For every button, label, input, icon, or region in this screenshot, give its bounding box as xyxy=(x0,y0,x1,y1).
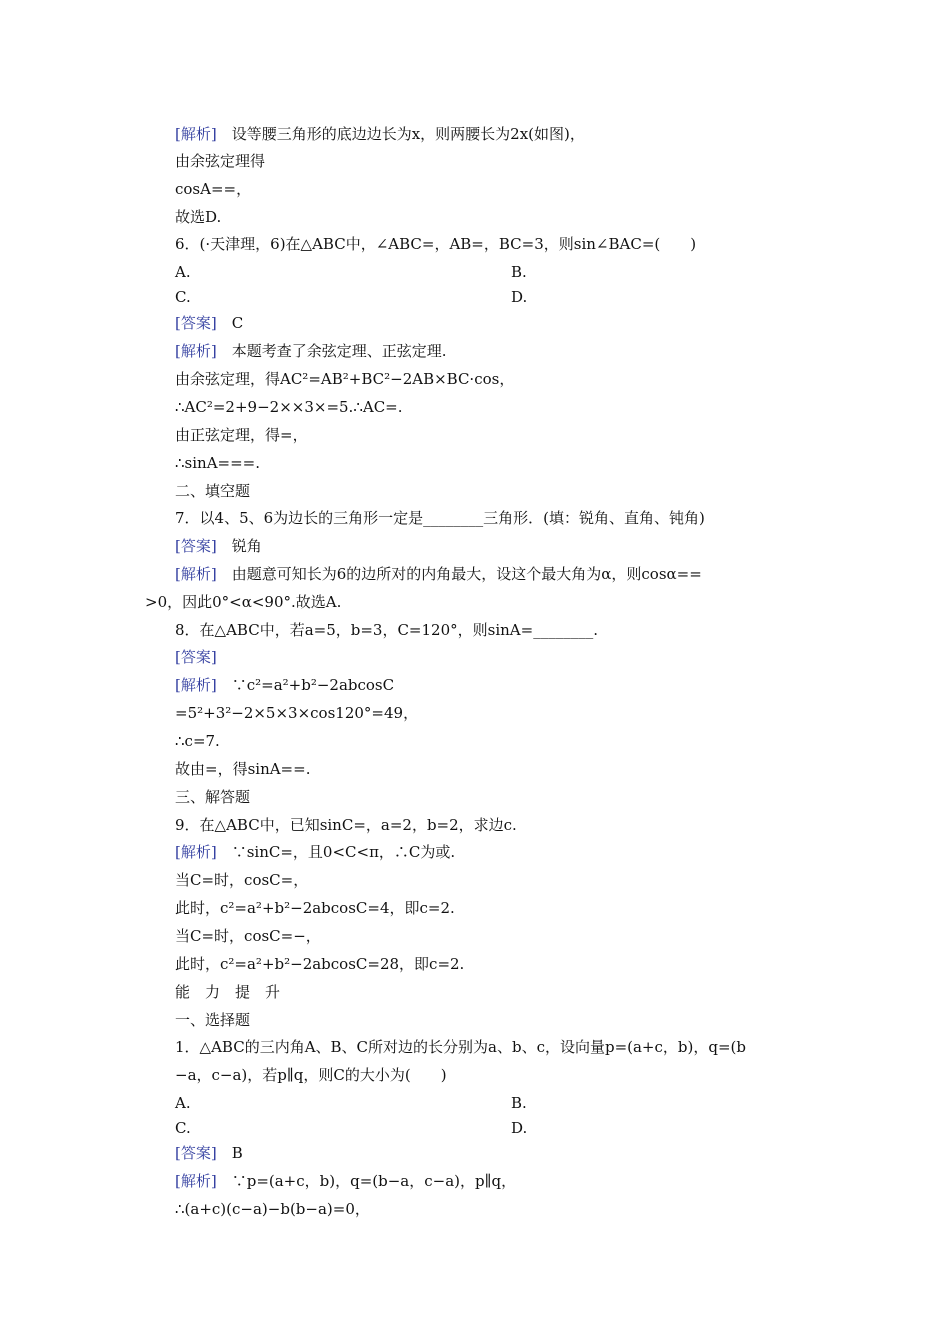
section-heading: 三、解答题 xyxy=(175,788,251,806)
analysis-line xyxy=(175,341,447,361)
text-line: 此时，c²=a²+b²−2abcosC=4，即c=2. xyxy=(175,899,455,917)
text-line: 当C=时，cosC=−， xyxy=(175,927,321,945)
text-line: ∴sinA===. xyxy=(175,454,261,472)
text-line: >0，因此0°<α<90°.故选A. xyxy=(145,593,342,611)
analysis-tag: [解析] xyxy=(175,125,217,143)
line-text: 本题考查了余弦定理、正弦定理. xyxy=(216,342,447,360)
question-6: 6．(·天津理，6)在△ABC中，∠ABC=，AB=，BC=3，则sin∠BAC=( ) xyxy=(175,235,697,253)
line-text: ∵c²=a²+b²−2abcosC xyxy=(216,676,395,694)
section-heading: 一、选择题 xyxy=(175,1011,251,1029)
text-line: 故选D. xyxy=(175,208,222,226)
answer-tag: [答案] xyxy=(175,1144,217,1162)
option-b: B. xyxy=(511,1094,527,1112)
text-line: ∴(a+c)(c−a)−b(b−a)=0， xyxy=(175,1200,370,1218)
text-line: =5²+3²−2×5×3×cos120°=49， xyxy=(175,704,419,722)
question-9: 9．在△ABC中，已知sinC=，a=2，b=2，求边c. xyxy=(175,816,517,834)
text-line: −a，c−a)，若p∥q，则C的大小为( ) xyxy=(175,1066,447,1084)
analysis-line xyxy=(175,842,455,862)
option-d: D. xyxy=(511,1119,528,1137)
question-1: 1．△ABC的三内角A、B、C所对边的长分别为a、b、c，设向量p=(a+c，b)，q=(b xyxy=(175,1038,746,1056)
section-heading: 二、填空题 xyxy=(175,482,251,500)
analysis-line xyxy=(175,1171,516,1191)
analysis-tag: [解析] xyxy=(175,843,217,861)
line-text: B xyxy=(216,1144,243,1162)
answer-line xyxy=(175,647,217,667)
answer-tag: [答案] xyxy=(175,314,217,332)
text-line: 当C=时，cosC=， xyxy=(175,871,309,889)
question-7: 7．以4、5、6为边长的三角形一定是________三角形．(填：锐角、直角、钝角) xyxy=(175,509,705,527)
answer-line xyxy=(175,313,243,333)
analysis-line xyxy=(175,124,585,144)
option-a: A. xyxy=(175,1094,191,1112)
text-line: 由余弦定理，得AC²=AB²+BC²−2AB×BC·cos， xyxy=(175,370,515,388)
text-line: ∴c=7. xyxy=(175,732,220,750)
analysis-tag: [解析] xyxy=(175,565,217,583)
line-text: 设等腰三角形的底边边长为x，则两腰长为2x(如图)， xyxy=(216,125,585,143)
analysis-tag: [解析] xyxy=(175,1172,217,1190)
line-text: C xyxy=(216,314,244,332)
text-line: 由正弦定理，得=， xyxy=(175,426,308,444)
option-c: C. xyxy=(175,288,191,306)
analysis-line xyxy=(175,564,702,584)
question-8: 8．在△ABC中，若a=5，b=3，C=120°，则sinA=________. xyxy=(175,621,598,639)
answer-line xyxy=(175,1143,243,1163)
text-line: ∴AC²=2+9−2××3×=5.∴AC=. xyxy=(175,398,403,416)
option-d: D. xyxy=(511,288,528,306)
answer-tag: [答案] xyxy=(175,648,217,666)
answer-line xyxy=(175,536,262,556)
line-text: ∵p=(a+c，b)，q=(b−a，c−a)，p∥q， xyxy=(216,1172,517,1190)
answer-tag: [答案] xyxy=(175,537,217,555)
option-b: B. xyxy=(511,263,527,281)
text-line: 此时，c²=a²+b²−2abcosC=28，即c=2. xyxy=(175,955,465,973)
line-text: ∵sinC=，且0<C<π，∴C为或. xyxy=(216,843,456,861)
option-a: A. xyxy=(175,263,191,281)
option-c: C. xyxy=(175,1119,191,1137)
text-line: cosA==， xyxy=(175,180,252,198)
analysis-tag: [解析] xyxy=(175,676,217,694)
line-text: 锐角 xyxy=(216,537,262,555)
analysis-tag: [解析] xyxy=(175,342,217,360)
text-line: 由余弦定理得 xyxy=(175,152,266,170)
text-line: 故由=，得sinA==. xyxy=(175,760,311,778)
analysis-line xyxy=(175,675,394,695)
section-heading: 能 力 提 升 xyxy=(175,983,281,1001)
line-text: 由题意可知长为6的边所对的内角最大，设这个最大角为α，则cosα== xyxy=(216,565,702,583)
